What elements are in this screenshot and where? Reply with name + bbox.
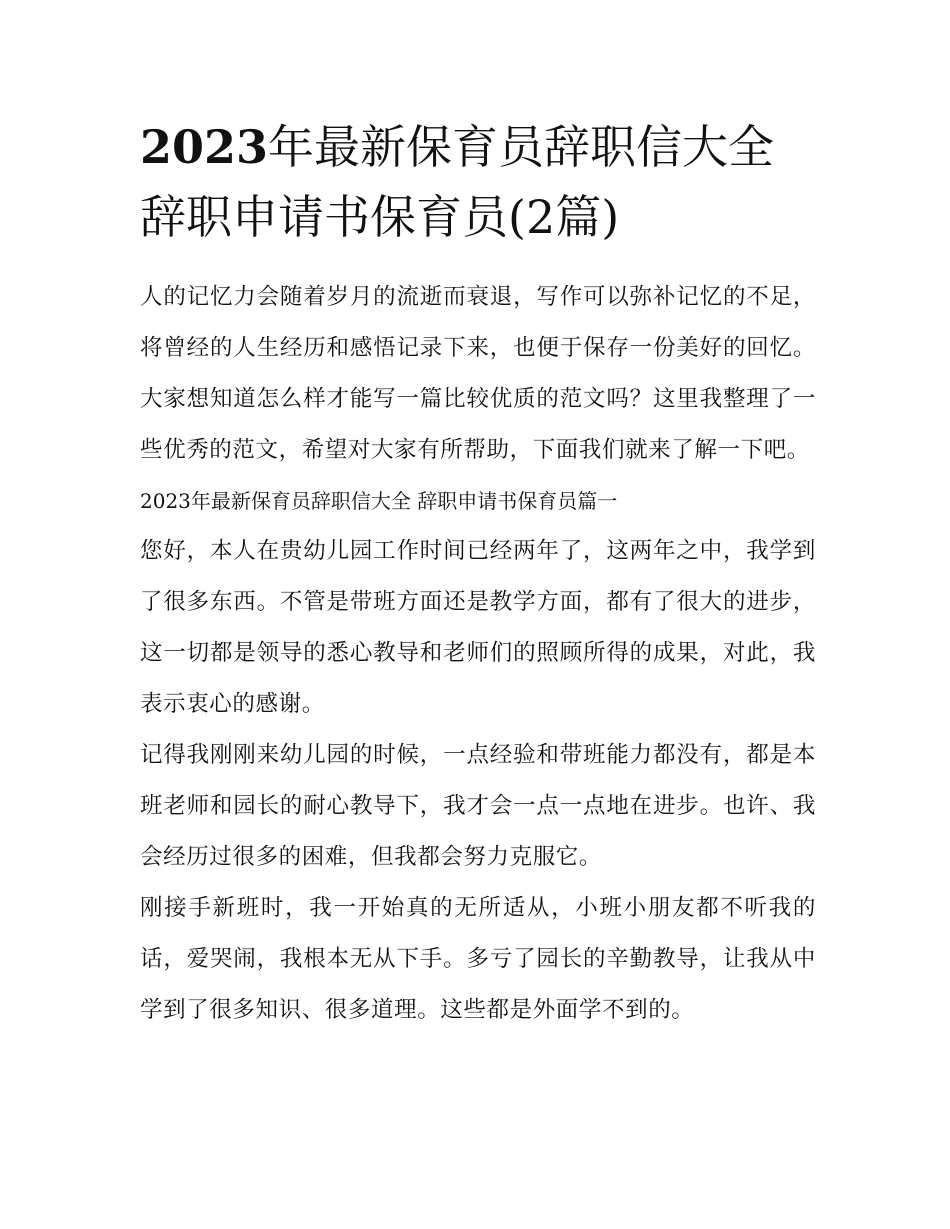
body-paragraph-2: 记得我刚刚来幼儿园的时候，一点经验和带班能力都没有，都是本班老师和园长的耐心教导下，我才会一点一点地在进步。也许、我会经历过很多的困难，但我都会努力克服它。 [140, 742, 816, 870]
title-text: 年最新保育员辞职信大全辞职申请书保育员(2篇) [140, 120, 775, 244]
section-heading: 2023年最新保育员辞职信大全 辞职申请书保育员篇一 [140, 489, 618, 513]
title-year: 2023 [140, 120, 269, 174]
document-body [140, 272, 816, 1036]
intro-paragraph: 人的记忆力会随着岁月的流逝而衰退，写作可以弥补记忆的不足，将曾经的人生经历和感悟记录下来，也便于保存一份美好的回忆。大家想知道怎么样才能写一篇比较优质的范文吗？这里我整理了一些优秀的范文，希望对大家有所帮助，下面我们就来了解一下吧。 [140, 284, 816, 463]
body-paragraph-1: 您好，本人在贵幼儿园工作时间已经两年了，这两年之中，我学到了很多东西。不管是带班方面还是教学方面，都有了很大的进步，这一切都是领导的悉心教导和老师们的照顾所得的成果，对此，我表示衷心的感谢。 [140, 538, 816, 717]
document-title [140, 112, 820, 252]
body-paragraph-3: 刚接手新班时，我一开始真的无所适从，小班小朋友都不听我的话，爱哭闹，我根本无从下手。多亏了园长的辛勤教导，让我从中学到了很多知识、很多道理。这些都是外面学不到的。 [140, 895, 816, 1023]
